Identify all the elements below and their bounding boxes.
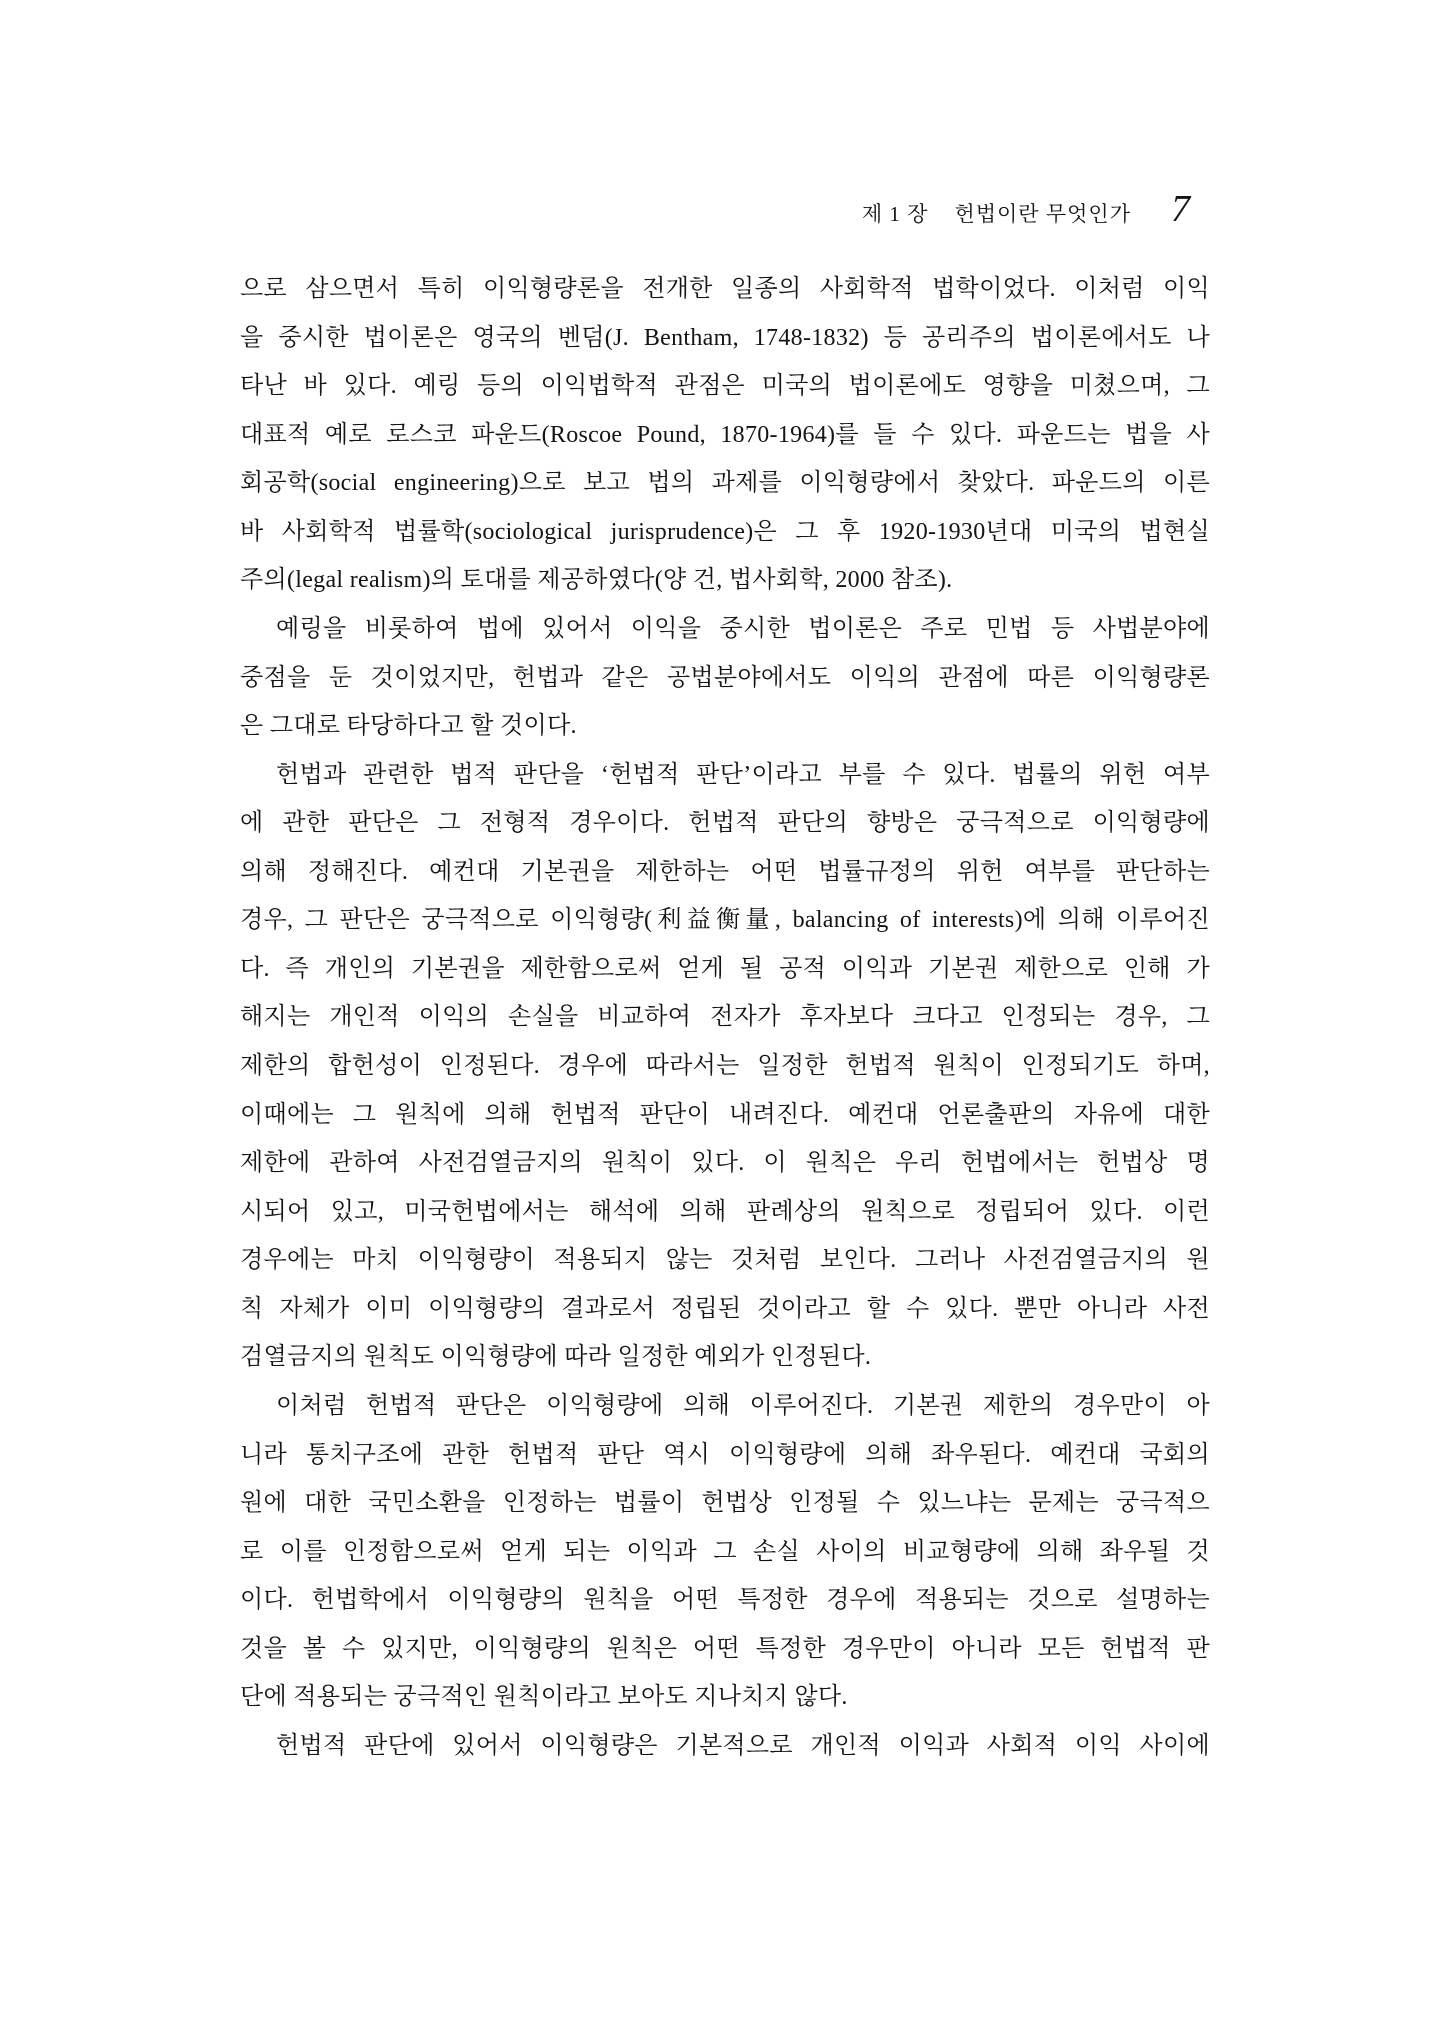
running-header bbox=[862, 190, 1190, 228]
text-line: 해지는 개인적 이익의 손실을 비교하여 전자가 후자보다 크다고 인정되는 경우, 그 bbox=[240, 1004, 1210, 1031]
paragraph bbox=[240, 751, 1210, 1382]
chapter-title: 헌법이란 무엇인가 bbox=[954, 202, 1131, 226]
text-line: 다. 즉 개인의 기본권을 제한함으로써 얻게 될 공적 이익과 기본권 제한으로 인해 가 bbox=[240, 955, 1210, 982]
text-line: 이다. 헌법학에서 이익형량의 원칙을 어떤 특정한 경우에 적용되는 것으로 설명하는 bbox=[240, 1587, 1210, 1614]
text-line: 대표적 예로 로스코 파운드(Roscoe Pound, 1870-1964)를 들 수 있다. 파운드는 법을 사 bbox=[240, 421, 1210, 448]
text-line: 바 사회학적 법률학(sociological jurisprudence)은 그 후 1920-1930년대 미국의 법현실 bbox=[240, 518, 1210, 545]
text-line: 칙 자체가 이미 이익형량의 결과로서 정립된 것이라고 할 수 있다. 뿐만 아니라 사전 bbox=[240, 1295, 1210, 1322]
text-line: 이때에는 그 원칙에 의해 헌법적 판단이 내려진다. 예컨대 언론출판의 자유에 대한 bbox=[240, 1101, 1210, 1128]
text-line: 로 이를 인정함으로써 얻게 되는 이익과 그 손실 사이의 비교형량에 의해 좌우될 것 bbox=[240, 1538, 1210, 1565]
paragraph bbox=[240, 1382, 1210, 1722]
text-line: 니라 통치구조에 관한 헌법적 판단 역시 이익형량에 의해 좌우된다. 예컨대 국회의 bbox=[240, 1441, 1210, 1468]
body-text bbox=[240, 265, 1210, 1770]
text-line: 제한의 합헌성이 인정된다. 경우에 따라서는 일정한 헌법적 원칙이 인정되기도 하며, bbox=[240, 1053, 1210, 1079]
text-line: 검열금지의 원칙도 이익형량에 따라 일정한 예외가 인정된다. bbox=[240, 1344, 872, 1371]
text-line: 것을 볼 수 있지만, 이익형량의 원칙은 어떤 특정한 경우만이 아니라 모든 헌법적 판 bbox=[240, 1635, 1210, 1662]
text-line: 을 중시한 법이론은 영국의 벤덤(J. Bentham, 1748-1832) 등 공리주의 법이론에서도 나 bbox=[240, 324, 1210, 351]
text-line: 예링을 비롯하여 법에 있어서 이익을 중시한 법이론은 주로 민법 등 사법분야에 bbox=[276, 615, 1210, 642]
chapter-label: 제 1 장 bbox=[861, 202, 929, 226]
paragraph bbox=[240, 1722, 1210, 1771]
text-line: 중점을 둔 것이었지만, 헌법과 같은 공법분야에서도 이익의 관점에 따른 이익형량론 bbox=[240, 664, 1210, 691]
text-line: 으로 삼으면서 특히 이익형량론을 전개한 일종의 사회학적 법학이었다. 이처럼 이익 bbox=[240, 276, 1210, 302]
text-line: 은 그대로 타당하다고 할 것이다. bbox=[240, 713, 577, 740]
paragraph bbox=[240, 605, 1210, 751]
text-line: 헌법적 판단에 있어서 이익형량은 기본적으로 개인적 이익과 사회적 이익 사이에 bbox=[276, 1732, 1210, 1759]
text-line: 헌법과 관련한 법적 판단을 ‘헌법적 판단’이라고 부를 수 있다. 법률의 위헌 여부 bbox=[276, 761, 1210, 788]
text-line: 시되어 있고, 미국헌법에서는 해석에 의해 판례상의 원칙으로 정립되어 있다. 이런 bbox=[240, 1198, 1210, 1225]
text-line: 에 관한 판단은 그 전형적 경우이다. 헌법적 판단의 향방은 궁극적으로 이익형량에 bbox=[240, 810, 1210, 837]
page-number: 7 bbox=[1171, 188, 1190, 230]
text-line: 타난 바 있다. 예링 등의 이익법학적 관점은 미국의 법이론에도 영향을 미쳤으며, 그 bbox=[240, 373, 1210, 400]
text-line: 의해 정해진다. 예컨대 기본권을 제한하는 어떤 법률규정의 위헌 여부를 판단하는 bbox=[240, 858, 1210, 885]
text-line: 주의(legal realism)의 토대를 제공하였다(양 건, 법사회학, 2000 참조). bbox=[240, 567, 953, 594]
text-line: 이처럼 헌법적 판단은 이익형량에 의해 이루어진다. 기본권 제한의 경우만이 아 bbox=[276, 1392, 1210, 1419]
text-line: 경우, 그 판단은 궁극적으로 이익형량(利益衡量, balancing of interests)에 의해 이루어진 bbox=[240, 907, 1210, 934]
text-line: 회공학(social engineering)으로 보고 법의 과제를 이익형량에서 찾았다. 파운드의 이른 bbox=[240, 470, 1210, 497]
text-line: 단에 적용되는 궁극적인 원칙이라고 보아도 지나치지 않다. bbox=[240, 1684, 848, 1711]
paragraph bbox=[240, 265, 1210, 605]
text-line: 원에 대한 국민소환을 인정하는 법률이 헌법상 인정될 수 있느냐는 문제는 궁극적으 bbox=[240, 1490, 1210, 1517]
text-line: 제한에 관하여 사전검열금지의 원칙이 있다. 이 원칙은 우리 헌법에서는 헌법상 명 bbox=[240, 1150, 1210, 1177]
text-line: 경우에는 마치 이익형량이 적용되지 않는 것처럼 보인다. 그러나 사전검열금지의 원 bbox=[240, 1247, 1210, 1274]
